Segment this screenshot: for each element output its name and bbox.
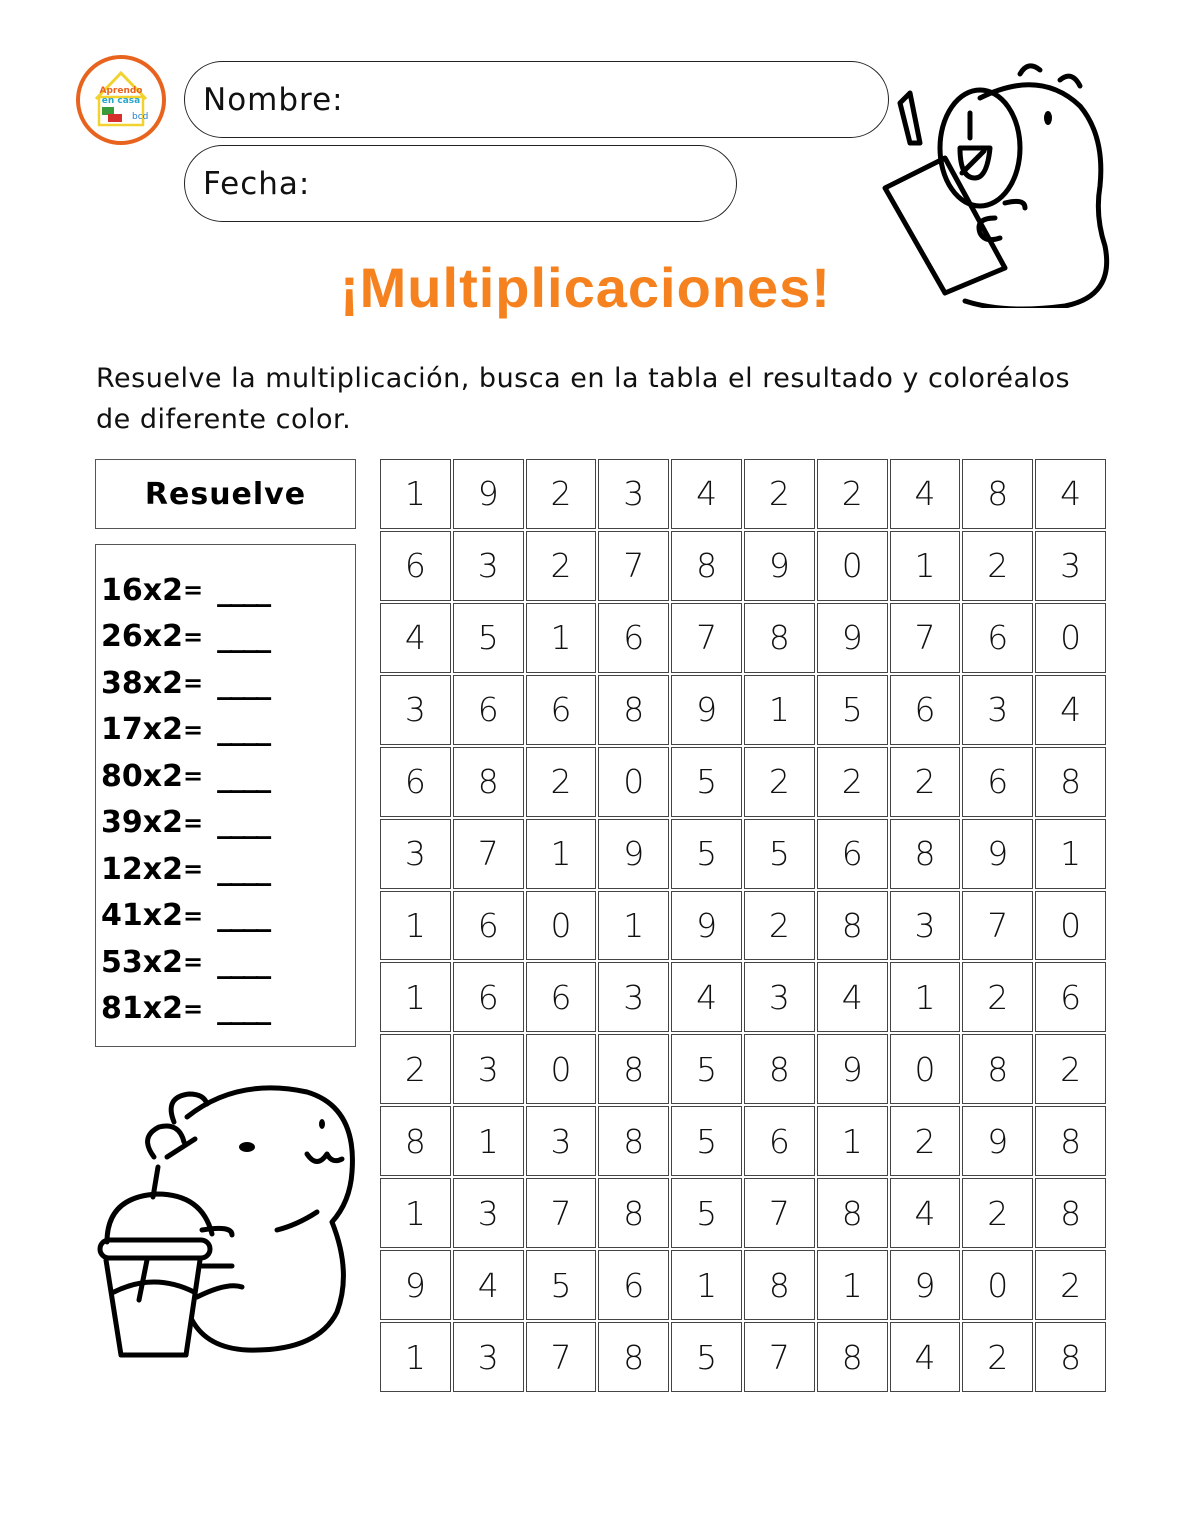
grid-cell[interactable]: 8 (744, 1034, 815, 1104)
grid-cell[interactable]: 1 (671, 1250, 742, 1320)
name-field[interactable] (184, 61, 889, 138)
grid-cell[interactable]: 7 (744, 1178, 815, 1248)
grid-cell[interactable]: 8 (817, 1178, 888, 1248)
date-label: Fecha: (203, 165, 311, 202)
grid-cell[interactable]: 8 (598, 1178, 669, 1248)
grid-cell[interactable]: 0 (598, 747, 669, 817)
capybara-reading-icon (880, 58, 1110, 308)
equals-sign: = (182, 901, 204, 930)
answer-blank[interactable]: ____ (217, 898, 270, 934)
equals-sign: = (182, 622, 204, 651)
problem-expr: 26x2 (101, 619, 183, 655)
grid-cell[interactable]: 6 (453, 891, 524, 961)
problem-expr: 12x2 (101, 851, 183, 887)
grid-cell[interactable]: 4 (1035, 459, 1106, 529)
grid-cell[interactable]: 2 (890, 1106, 961, 1176)
grid-cell[interactable]: 1 (453, 1106, 524, 1176)
grid-cell[interactable]: 4 (817, 962, 888, 1032)
grid-cell[interactable]: 0 (1035, 891, 1106, 961)
problem-item (96, 707, 355, 754)
grid-cell[interactable]: 8 (1035, 1106, 1106, 1176)
equals-sign: = (182, 762, 204, 791)
grid-cell[interactable]: 6 (526, 675, 597, 745)
answer-blank[interactable]: ____ (217, 619, 270, 655)
grid-cell[interactable]: 2 (380, 1034, 451, 1104)
house-logo-icon (80, 59, 162, 141)
grid-cell[interactable]: 1 (1035, 819, 1106, 889)
grid-cell[interactable]: 4 (671, 962, 742, 1032)
grid-cell[interactable]: 6 (380, 747, 451, 817)
grid-cell[interactable]: 8 (1035, 1178, 1106, 1248)
grid-cell[interactable]: 1 (817, 1250, 888, 1320)
grid-cell[interactable]: 8 (744, 603, 815, 673)
grid-cell[interactable]: 9 (453, 459, 524, 529)
grid-cell[interactable]: 6 (598, 603, 669, 673)
problem-expr: 17x2 (101, 712, 183, 748)
grid-cell[interactable]: 3 (598, 459, 669, 529)
grid-cell[interactable]: 6 (744, 1106, 815, 1176)
grid-cell[interactable]: 9 (817, 603, 888, 673)
problem-item (96, 986, 355, 1033)
instructions-text: Resuelve la multiplicación, busca en la tabla el resultado y coloréalos de diferente color. (96, 363, 1071, 435)
grid-cell[interactable]: 2 (962, 531, 1033, 601)
problem-item (96, 614, 355, 661)
grid-cell[interactable]: 1 (380, 1322, 451, 1392)
grid-cell[interactable]: 2 (817, 459, 888, 529)
name-label: Nombre: (203, 81, 344, 118)
grid-cell[interactable]: 3 (453, 1034, 524, 1104)
grid-cell[interactable]: 8 (598, 675, 669, 745)
grid-cell[interactable]: 6 (526, 962, 597, 1032)
grid-cell[interactable]: 8 (598, 1034, 669, 1104)
grid-cell[interactable]: 7 (744, 1322, 815, 1392)
grid-cell[interactable]: 6 (817, 819, 888, 889)
grid-cell[interactable]: 3 (453, 531, 524, 601)
grid-cell[interactable]: 7 (671, 603, 742, 673)
grid-cell[interactable]: 5 (671, 1178, 742, 1248)
grid-cell[interactable]: 3 (744, 962, 815, 1032)
answer-blank[interactable]: ____ (217, 805, 270, 841)
problem-expr: 41x2 (101, 898, 183, 934)
grid-cell[interactable]: 9 (962, 819, 1033, 889)
grid-cell[interactable]: 1 (380, 1178, 451, 1248)
answer-blank[interactable]: ____ (217, 851, 270, 887)
resuelve-heading: Resuelve (95, 459, 356, 529)
answer-blank[interactable]: ____ (217, 572, 270, 608)
grid-cell[interactable]: 0 (526, 891, 597, 961)
problem-expr: 39x2 (101, 805, 183, 841)
grid-cell[interactable]: 0 (526, 1034, 597, 1104)
grid-cell[interactable]: 4 (890, 459, 961, 529)
grid-cell[interactable]: 3 (890, 891, 961, 961)
grid-cell[interactable]: 9 (671, 675, 742, 745)
grid-cell[interactable]: 3 (1035, 531, 1106, 601)
grid-cell[interactable]: 9 (817, 1034, 888, 1104)
problem-expr: 38x2 (101, 665, 183, 701)
page-title: ¡Multiplicaciones! (340, 256, 831, 319)
grid-cell[interactable]: 4 (380, 603, 451, 673)
grid-cell[interactable]: 5 (671, 1106, 742, 1176)
grid-cell[interactable]: 5 (817, 675, 888, 745)
grid-cell[interactable]: 7 (526, 1322, 597, 1392)
grid-cell[interactable]: 1 (526, 603, 597, 673)
problem-expr: 81x2 (101, 991, 183, 1027)
grid-cell[interactable]: 8 (380, 1106, 451, 1176)
grid-cell[interactable]: 3 (453, 1322, 524, 1392)
number-grid (380, 459, 1106, 1392)
logo-text-en-casa: en casa (101, 96, 141, 106)
grid-cell[interactable]: 2 (526, 459, 597, 529)
logo-text-aprendo: Aprendo (99, 86, 143, 96)
grid-cell[interactable]: 4 (453, 1250, 524, 1320)
grid-cell[interactable]: 3 (380, 819, 451, 889)
problem-item (96, 800, 355, 847)
grid-cell[interactable]: 2 (962, 962, 1033, 1032)
problem-item (96, 893, 355, 940)
equals-sign: = (182, 576, 204, 605)
grid-cell[interactable]: 1 (526, 819, 597, 889)
grid-cell[interactable]: 0 (962, 1250, 1033, 1320)
grid-cell[interactable]: 2 (1035, 1034, 1106, 1104)
grid-cell[interactable]: 5 (453, 603, 524, 673)
problem-item (96, 567, 355, 614)
grid-cell[interactable]: 8 (962, 459, 1033, 529)
grid-cell[interactable]: 7 (453, 819, 524, 889)
grid-cell[interactable]: 8 (890, 819, 961, 889)
grid-cell[interactable]: 7 (890, 603, 961, 673)
grid-cell[interactable]: 2 (744, 747, 815, 817)
equals-sign: = (182, 715, 204, 744)
grid-cell[interactable]: 8 (817, 891, 888, 961)
grid-cell[interactable]: 1 (380, 891, 451, 961)
equals-sign: = (182, 808, 204, 837)
grid-cell[interactable]: 8 (1035, 1322, 1106, 1392)
grid-cell[interactable]: 2 (962, 1178, 1033, 1248)
grid-cell[interactable]: 8 (598, 1322, 669, 1392)
grid-cell[interactable]: 6 (962, 747, 1033, 817)
grid-cell[interactable]: 6 (380, 531, 451, 601)
grid-cell[interactable]: 1 (598, 891, 669, 961)
grid-cell[interactable]: 6 (1035, 962, 1106, 1032)
grid-cell[interactable]: 3 (380, 675, 451, 745)
answer-blank[interactable]: ____ (217, 712, 270, 748)
grid-cell[interactable]: 0 (817, 531, 888, 601)
grid-cell[interactable]: 9 (962, 1106, 1033, 1176)
equals-sign: = (182, 669, 204, 698)
grid-cell[interactable]: 1 (890, 962, 961, 1032)
problem-item (96, 939, 355, 986)
grid-cell[interactable]: 7 (598, 531, 669, 601)
grid-cell[interactable]: 4 (1035, 675, 1106, 745)
equals-sign: = (182, 855, 204, 884)
grid-cell[interactable]: 2 (744, 891, 815, 961)
answer-blank[interactable]: ____ (217, 991, 270, 1027)
grid-cell[interactable]: 5 (671, 1034, 742, 1104)
grid-cell[interactable]: 5 (671, 747, 742, 817)
grid-cell[interactable]: 2 (526, 747, 597, 817)
grid-cell[interactable]: 9 (671, 891, 742, 961)
equals-sign: = (182, 948, 204, 977)
grid-cell[interactable]: 1 (744, 675, 815, 745)
grid-cell[interactable]: 4 (890, 1322, 961, 1392)
grid-cell[interactable]: 9 (744, 531, 815, 601)
problems-list (95, 544, 356, 1047)
problem-item (96, 753, 355, 800)
problem-item (96, 660, 355, 707)
grid-cell[interactable]: 5 (744, 819, 815, 889)
problem-item (96, 846, 355, 893)
grid-cell[interactable]: 5 (526, 1250, 597, 1320)
grid-cell[interactable]: 8 (744, 1250, 815, 1320)
problem-expr: 16x2 (101, 572, 183, 608)
grid-cell[interactable]: 1 (380, 459, 451, 529)
grid-cell[interactable]: 4 (890, 1178, 961, 1248)
problem-expr: 80x2 (101, 758, 183, 794)
answer-blank[interactable]: ____ (217, 944, 270, 980)
answer-blank[interactable]: ____ (217, 665, 270, 701)
grid-cell[interactable]: 8 (671, 531, 742, 601)
grid-cell[interactable]: 9 (380, 1250, 451, 1320)
grid-cell[interactable]: 9 (598, 819, 669, 889)
grid-cell[interactable]: 1 (380, 962, 451, 1032)
grid-cell[interactable]: 8 (453, 747, 524, 817)
grid-cell[interactable]: 4 (671, 459, 742, 529)
grid-cell[interactable]: 3 (598, 962, 669, 1032)
grid-cell[interactable]: 3 (526, 1106, 597, 1176)
grid-cell[interactable]: 9 (890, 1250, 961, 1320)
equals-sign: = (182, 994, 204, 1023)
grid-cell[interactable]: 1 (890, 531, 961, 601)
grid-cell[interactable]: 6 (890, 675, 961, 745)
grid-cell[interactable]: 2 (526, 531, 597, 601)
grid-cell[interactable]: 2 (744, 459, 815, 529)
grid-cell[interactable]: 0 (890, 1034, 961, 1104)
grid-cell[interactable]: 2 (890, 747, 961, 817)
grid-cell[interactable]: 2 (1035, 1250, 1106, 1320)
grid-cell[interactable]: 2 (817, 747, 888, 817)
grid-cell[interactable]: 6 (962, 603, 1033, 673)
grid-cell[interactable]: 3 (453, 1178, 524, 1248)
answer-blank[interactable]: ____ (217, 758, 270, 794)
grid-cell[interactable]: 5 (671, 819, 742, 889)
grid-cell[interactable]: 6 (453, 962, 524, 1032)
grid-cell[interactable]: 8 (598, 1106, 669, 1176)
grid-cell[interactable]: 6 (453, 675, 524, 745)
date-field[interactable] (184, 145, 737, 222)
grid-cell[interactable]: 8 (962, 1034, 1033, 1104)
grid-cell[interactable]: 3 (962, 675, 1033, 745)
grid-cell[interactable]: 6 (598, 1250, 669, 1320)
grid-cell[interactable]: 5 (671, 1322, 742, 1392)
capybara-drink-icon (92, 1082, 362, 1362)
grid-cell[interactable]: 1 (817, 1106, 888, 1176)
aprendo-en-casa-logo (76, 55, 166, 145)
grid-cell[interactable]: 8 (1035, 747, 1106, 817)
grid-cell[interactable]: 0 (1035, 603, 1106, 673)
svg-text:bcd: bcd (132, 112, 149, 122)
grid-cell[interactable]: 7 (962, 891, 1033, 961)
problem-expr: 53x2 (101, 944, 183, 980)
grid-cell[interactable]: 7 (526, 1178, 597, 1248)
grid-cell[interactable]: 8 (817, 1322, 888, 1392)
grid-cell[interactable]: 2 (962, 1322, 1033, 1392)
